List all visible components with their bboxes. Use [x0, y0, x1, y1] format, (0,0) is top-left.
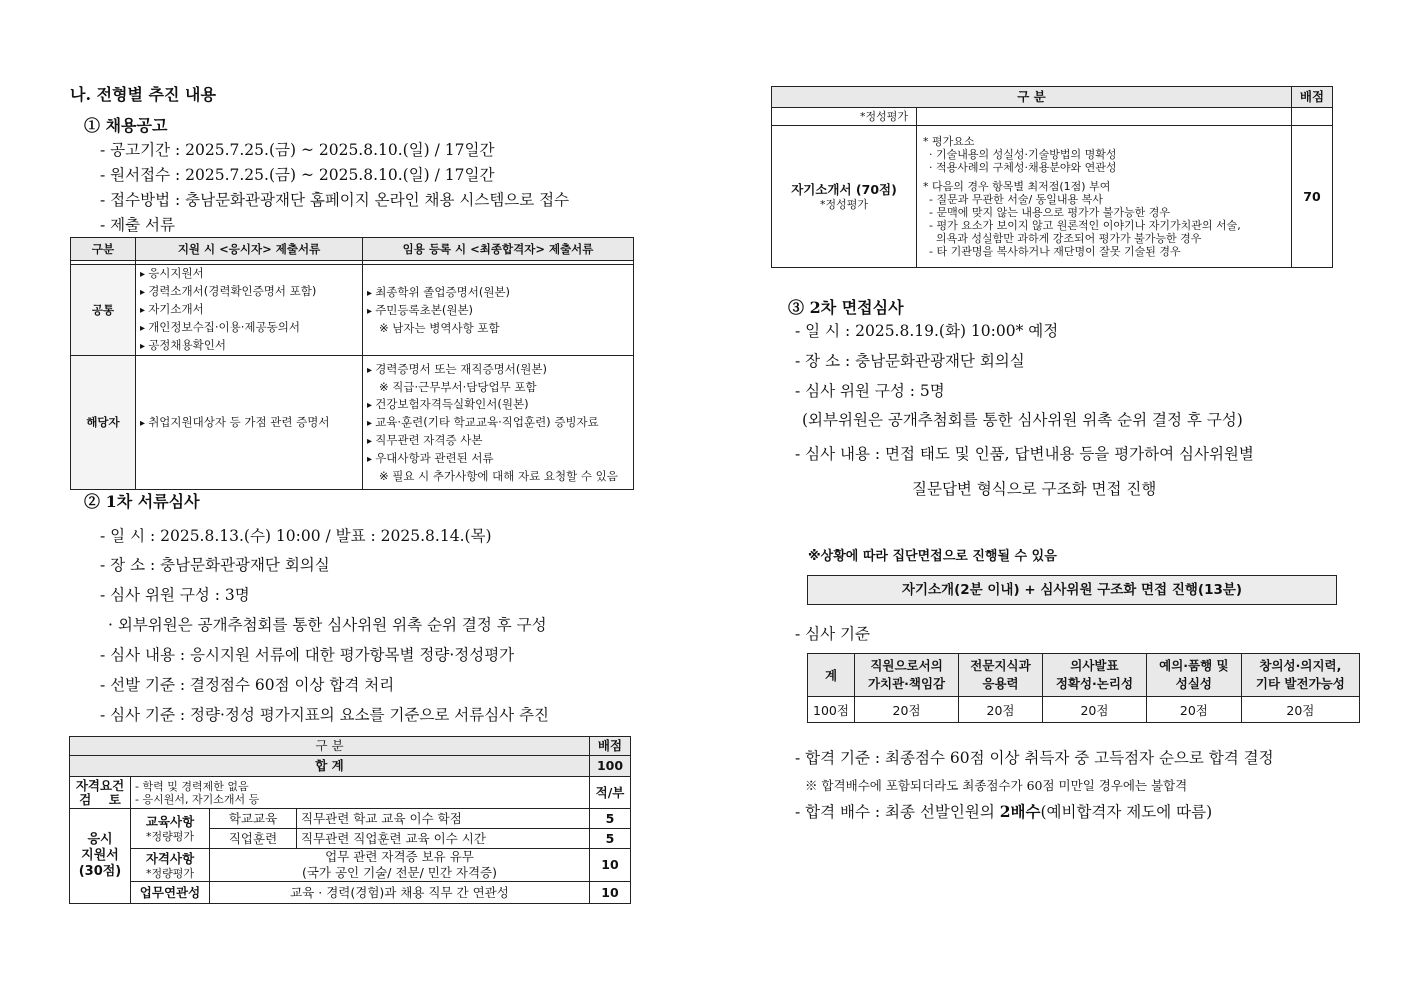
self-intro-cell	[772, 126, 917, 268]
interview-committee: - 심사 위원 구성 : 5명	[795, 382, 945, 400]
criteria-line: · 기술내용의 성실성·기술방법의 명확성	[929, 148, 1117, 161]
review-committee: - 심사 위원 구성 : 3명	[100, 586, 250, 604]
cert-desc	[210, 849, 590, 882]
list-item: ▸ 우대사항과 관련된 서류	[367, 450, 629, 468]
list-item: ▸ 경력소개서(경력확인증명서 포함)	[140, 283, 358, 301]
group-label: 응시 지원서 (30점)	[70, 809, 131, 904]
document-review-title: ② 1차 서류심사	[84, 492, 200, 511]
submit-docs-label: - 제출 서류	[100, 216, 175, 234]
review-criteria: - 심사 기준 : 정량·정성 평가지표의 요소를 기준으로 서류심사 추진	[100, 706, 550, 724]
extra-request-note: ※ 필요 시 추가사항에 대해 자료 요청할 수 있음	[379, 468, 618, 483]
list-item: ▸ 최종학위 졸업증명서(원본)	[367, 284, 629, 302]
criteria-header: 의사발표 정확성·논리성	[1042, 654, 1146, 697]
list-item: ▸ 직무관련 자격증 사본	[367, 432, 629, 450]
top-header-score: 배점	[1292, 87, 1333, 108]
interview-content-cont: 질문답변 형식으로 구조화 면접 진행	[912, 480, 1157, 498]
pass-multiple-prefix: - 합격 배수 : 최종 선발인원의	[795, 803, 1000, 821]
qual-score: 적/부	[590, 777, 631, 809]
review-place: - 장 소 : 충남문화관광재단 회의실	[100, 556, 330, 574]
cert-cell	[131, 849, 210, 882]
interview-process-box: 자기소개(2분 이내) + 심사위원 구조화 면접 진행(13분)	[807, 575, 1337, 605]
rel-score: 10	[590, 882, 631, 904]
rel-label: 업무연관성	[131, 882, 210, 904]
pass-multiple-suffix: (예비합격자 제도에 따름)	[1040, 803, 1213, 821]
list-item: ▸ 건강보험자격득실확인서(원본)	[367, 396, 629, 414]
cert-label: 자격사항	[145, 850, 195, 866]
review-date: - 일 시 : 2025.8.13.(수) 10:00 / 발표 : 2025.8.14.(목)	[100, 527, 492, 545]
self-intro-score: 70	[1292, 126, 1333, 268]
criteria-line: * 다음의 경우 항목별 최저점(1점) 부여	[923, 180, 1111, 193]
military-note: ※ 남자는 병역사항 포함	[379, 320, 500, 335]
interview-content: - 심사 내용 : 면접 태도 및 인품, 답변내용 등을 평가하여 심사위원별	[795, 445, 1254, 463]
docs-header-final: 임용 등록 시 <최종합격자> 제출서류	[363, 238, 634, 261]
criteria-value: 20점	[1042, 697, 1146, 723]
cert-desc-line: (국가 공인 기술/ 전문/ 민간 자격증)	[301, 865, 498, 880]
list-item: ▸ 경력증명서 또는 재직증명서(원본)	[367, 361, 629, 379]
pass-note: ※ 합격배수에 포함되더라도 최종점수가 60점 미만일 경우에는 불합격	[805, 778, 1188, 793]
criteria-header: 창의성·의지력, 기타 발전가능성	[1241, 654, 1359, 697]
review-selection: - 선발 기준 : 결정점수 60점 이상 합격 처리	[100, 676, 395, 694]
list-item: ▸ 주민등록초본(원본)	[367, 302, 629, 320]
list-item: ▸ 자기소개서	[140, 301, 358, 319]
criteria-value: 20점	[1241, 697, 1359, 723]
criteria-value: 20점	[855, 697, 959, 723]
edu-school-name: 학교교육	[210, 809, 297, 829]
list-item: ▸ 교육·훈련(기타 학교교육·직업훈련) 증빙자료	[367, 414, 629, 432]
criteria-value: 20점	[1146, 697, 1241, 723]
docs-row-common-label: 공통	[71, 265, 136, 356]
interview-external: (외부위원은 공개추첨회를 통한 심사위원 위촉 순위 결정 후 구성)	[802, 411, 1243, 429]
docs-header-apply: 지원 시 <응시자> 제출서류	[136, 238, 363, 261]
docs-row-applicable-label: 해당자	[71, 356, 136, 490]
edu-training-desc: 직무관련 직업훈련 교육 이수 시간	[297, 829, 590, 849]
edu-school-score: 5	[590, 809, 631, 829]
self-intro-table	[771, 86, 1333, 268]
eval-total-label: 합 계	[70, 756, 590, 777]
career-note: ※ 직급·근무부서·담당업무 포함	[379, 379, 537, 394]
criteria-label: - 심사 기준	[795, 625, 870, 643]
interview-date: - 일 시 : 2025.8.19.(화) 10:00* 예정	[795, 322, 1059, 340]
list-item: ▸ 응시지원서	[140, 265, 358, 283]
pass-multiple	[795, 800, 1212, 822]
group-interview-note: ※상황에 따라 집단면접으로 진행될 수 있음	[808, 549, 1057, 564]
docs-header-category: 구분	[71, 238, 136, 261]
qual-item: - 응시원서, 자기소개서 등	[135, 792, 260, 806]
list-item: ▸ 취업지원대상자 등 가점 관련 증명서	[140, 414, 358, 432]
pass-multiple-bold: 2배수	[999, 802, 1041, 821]
eval-table	[69, 736, 631, 904]
top-header-category: 구 분	[772, 87, 1292, 108]
docs-common-final	[363, 265, 634, 356]
notice-period: - 공고기간 : 2025.7.25.(금) ~ 2025.8.10.(일) / 17일간	[100, 141, 495, 159]
cert-desc-line: 업무 관련 자격증 보유 유무	[325, 849, 474, 864]
application-period: - 원서접수 : 2025.7.25.(금) ~ 2025.8.10.(일) / 17일간	[100, 166, 495, 184]
criteria-header: 예의·품행 및 성실성	[1146, 654, 1241, 697]
edu-training-score: 5	[590, 829, 631, 849]
eval-header-category: 구 분	[70, 737, 590, 756]
interview-criteria-table	[807, 653, 1360, 723]
list-item: ▸ 개인정보수집·이용·제공동의서	[140, 319, 358, 337]
cert-sub: *정량평가	[145, 866, 194, 880]
qual-items	[131, 777, 590, 809]
interview-title: ③ 2차 면접심사	[788, 298, 904, 317]
criteria-header: 계	[808, 654, 855, 697]
criteria-value: 100점	[808, 697, 855, 723]
edu-school-desc: 직무관련 학교 교육 이수 학점	[297, 809, 590, 829]
criteria-line: - 질문과 무관한 서술/ 동일내용 복사	[929, 193, 1103, 206]
docs-table	[70, 237, 634, 490]
eval-total-score: 100	[590, 756, 631, 777]
self-intro-label: 자기소개서 (70점)	[791, 182, 897, 197]
application-method: - 접수방법 : 충남문화관광재단 홈페이지 온라인 채용 시스템으로 접수	[100, 191, 570, 209]
criteria-header: 전문지식과 응용력	[959, 654, 1043, 697]
self-intro-sub: *정성평가	[819, 198, 868, 211]
edu-sub: *정량평가	[145, 830, 194, 843]
recruit-notice-title: ① 채용공고	[84, 116, 168, 135]
criteria-value: 20점	[959, 697, 1043, 723]
edu-label: 교육사항	[145, 814, 195, 829]
criteria-line: - 평가 요소가 보이지 않고 원론적인 이야기나 자기가치관의 서술,	[929, 219, 1241, 232]
criteria-line: · 적용사례의 구체성·채용분야와 연관성	[929, 161, 1117, 174]
criteria-header: 직원으로서의 가치관·책임감	[855, 654, 959, 697]
qual-label: 자격요건 검 토	[70, 777, 131, 809]
criteria-line: - 타 기관명을 복사하거나 재단명이 잘못 기술된 경우	[929, 245, 1181, 258]
criteria-line: 의욕과 성실함만 과하게 강조되어 평가가 불가능한 경우	[929, 232, 1202, 245]
docs-applicable-final	[363, 356, 634, 490]
list-item: ▸ 공정채용확인서	[140, 337, 358, 355]
criteria-line: - 문맥에 맞지 않는 내용으로 평가가 불가능한 경우	[929, 206, 1170, 219]
pass-criteria: - 합격 기준 : 최종점수 60점 이상 취득자 중 고득점자 순으로 합격 결정	[795, 749, 1274, 767]
review-content: - 심사 내용 : 응시지원 서류에 대한 평가항목별 정량·정성평가	[100, 646, 515, 664]
edu-training-name: 직업훈련	[210, 829, 297, 849]
review-external: · 외부위원은 공개추첨회를 통한 심사위원 위촉 순위 결정 후 구성	[108, 616, 547, 634]
criteria-line: * 평가요소	[923, 135, 975, 148]
qual-item: - 학력 및 경력제한 없음	[135, 779, 249, 793]
top-sub-label: *정성평가	[772, 108, 917, 126]
docs-common-apply	[136, 265, 363, 356]
cert-score: 10	[590, 849, 631, 882]
rel-desc: 교육 · 경력(경험)과 채용 직무 간 연관성	[210, 882, 590, 904]
interview-place: - 장 소 : 충남문화관광재단 회의실	[795, 352, 1025, 370]
eval-header-score: 배점	[590, 737, 631, 756]
section-title: 나. 전형별 추진 내용	[70, 85, 216, 104]
docs-applicable-apply	[136, 356, 363, 490]
self-intro-criteria	[917, 126, 1292, 268]
edu-cell	[131, 809, 210, 849]
